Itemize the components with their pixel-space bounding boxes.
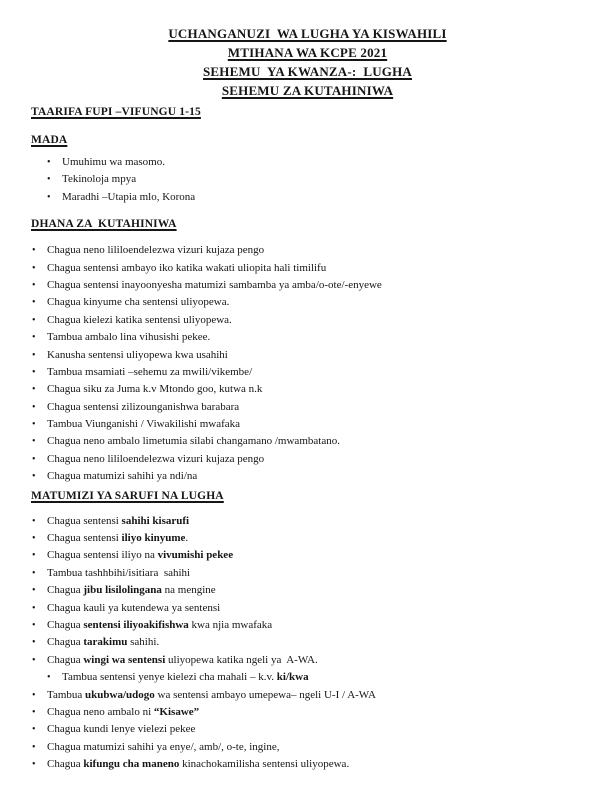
list-item (31, 741, 584, 758)
list-item (31, 567, 584, 584)
list-item-text: Chagua sentensi inayoonyesha matumizi sambamba ya amba/o-ote/-enyewe (47, 278, 382, 291)
list-item-text: Tambua msamiati –sehemu za mwili/vikembe/ (47, 365, 253, 378)
bullet-icon: • (32, 741, 36, 753)
list-item (31, 549, 584, 566)
list-item (31, 279, 584, 296)
list-item (31, 470, 584, 487)
list-item (31, 314, 584, 331)
bullet-icon: • (32, 533, 36, 545)
bullet-icon: • (32, 706, 36, 718)
list-item-text: Chagua wingi wa sentensi uliyopewa katika ngeli ya A-WA. (47, 653, 318, 666)
list-item (31, 401, 584, 418)
list-item-text: Kanusha sentensi uliyopewa kwa usahihi (47, 348, 228, 361)
list-item-text: Tambua tashhbihi/isitiara sahihi (47, 566, 191, 579)
sub-list-item (31, 671, 584, 688)
list-item (31, 262, 584, 279)
bullet-icon: • (32, 724, 36, 736)
list-item (31, 244, 584, 261)
list-item-text: Tambua ukubwa/udogo wa sentensi ambayo umepewa– ngeli U-I / A-WA (47, 688, 376, 701)
list-item (31, 453, 584, 470)
dhana-list (31, 244, 584, 487)
list-item (31, 602, 584, 619)
bullet-icon: • (47, 157, 51, 168)
list-item-text: Chagua neno lililoendelezwa vizuri kujaza pengo (47, 452, 265, 465)
bullet-icon: • (32, 262, 36, 274)
list-item (31, 156, 584, 173)
title-line-2: MTIHANA WA KCPE 2021 (227, 45, 388, 60)
list-item-text: Chagua tarakimu sahihi. (47, 636, 160, 649)
list-item (31, 758, 584, 775)
list-item (31, 296, 584, 313)
list-item (31, 515, 584, 532)
list-item-text: Chagua kauli ya kutendewa ya sentensi (47, 601, 221, 614)
bullet-icon: • (32, 471, 36, 483)
list-item (31, 636, 584, 653)
bullet-icon: • (32, 453, 36, 465)
bullet-icon: • (32, 689, 36, 701)
bullet-icon: • (32, 567, 36, 579)
mada-list (31, 156, 584, 208)
list-item-text: Chagua sentensi zilizounganishwa barabara (47, 400, 240, 413)
list-item-text: Tambua sentensi yenye kielezi cha mahali – k.v. ki/kwa (62, 671, 309, 684)
list-item-text: Chagua sentensi iliyo na vivumishi pekee (47, 549, 234, 562)
list-item-text: Chagua kundi lenye vielezi pekee (47, 723, 196, 736)
list-item-text: Chagua neno lililoendelezwa vizuri kujaza pengo (47, 244, 265, 257)
list-item (31, 689, 584, 706)
list-item-text: Chagua neno ambalo ni “Kisawe” (47, 705, 200, 718)
bullet-icon: • (32, 401, 36, 413)
list-item-text: Chagua matumizi sahihi ya enye/, amb/, o-te, ingine, (47, 740, 280, 753)
section-heading-dhana: DHANA ZA KUTAHINIWA (31, 218, 177, 231)
title-line-4: SEHEMU ZA KUTAHINIWA (221, 83, 394, 98)
list-item-text: Chagua sentensi iliyoakifishwa kwa njia mwafaka (47, 618, 273, 631)
list-item-text: Chagua kinyume cha sentensi uliyopewa. (47, 296, 230, 309)
list-item-text: Tekinoloja mpya (62, 173, 137, 186)
bullet-icon: • (32, 759, 36, 771)
bullet-icon: • (47, 191, 51, 203)
list-item-text: Tambua ambalo lina vihusishi pekee. (47, 331, 211, 344)
bullet-icon: • (32, 436, 36, 448)
bullet-icon: • (32, 297, 36, 309)
bullet-icon: • (32, 515, 36, 527)
bullet-icon: • (47, 672, 51, 684)
title-line-3: SEHEMU YA KWANZA-: LUGHA (202, 64, 412, 79)
title-line-1: UCHANGANUZI WA LUGHA YA KISWAHILI (168, 26, 447, 41)
list-item (31, 584, 584, 601)
list-item-text: Chagua neno ambalo limetumia silabi changamano /mwambatano. (47, 435, 340, 448)
list-item (31, 173, 584, 190)
list-item-text: Chagua siku za Juma k.v Mtondo goo, kutwa n.k (47, 383, 263, 396)
list-item (31, 706, 584, 723)
bullet-icon: • (32, 366, 36, 378)
bullet-icon: • (32, 332, 36, 344)
bullet-icon: • (32, 602, 36, 614)
list-item-text: Chagua jibu lisilolingana na mengine (47, 584, 216, 597)
section-heading-matumizi: MATUMIZI YA SARUFI NA LUGHA (31, 489, 224, 502)
list-item (31, 383, 584, 400)
bullet-icon: • (32, 245, 36, 257)
list-item (31, 331, 584, 348)
list-item-text: Umuhimu wa masomo. (62, 156, 165, 168)
bullet-icon: • (32, 349, 36, 361)
list-item (31, 349, 584, 366)
list-item-text: Chagua kielezi katika sentensi uliyopewa. (47, 313, 232, 326)
list-item (31, 619, 584, 636)
list-item (31, 532, 584, 549)
list-item-text: Maradhi –Utapia mlo, Korona (62, 190, 196, 203)
list-item-text: Chagua sentensi iliyo kinyume. (47, 532, 189, 545)
list-item (31, 654, 584, 671)
bullet-icon: • (32, 314, 36, 326)
section-heading-taarifa: TAARIFA FUPI –VIFUNGU 1-15 (31, 106, 201, 118)
list-item-text: Tambua Viunganishi / Viwakilishi mwafaka (47, 418, 241, 431)
bullet-icon: • (32, 585, 36, 597)
list-item (31, 435, 584, 452)
list-item-text: Chagua matumizi sahihi ya ndi/na (47, 470, 198, 483)
list-item (31, 723, 584, 740)
bullet-icon: • (32, 637, 36, 649)
bullet-icon: • (32, 654, 36, 666)
matumizi-list (31, 515, 584, 776)
list-item-text: Chagua kifungu cha maneno kinachokamilisha sentensi uliyopewa. (47, 758, 350, 771)
document-title (31, 24, 584, 100)
list-item (31, 366, 584, 383)
bullet-icon: • (32, 619, 36, 631)
list-item-text: Chagua sentensi sahihi kisarufi (47, 514, 190, 527)
bullet-icon: • (32, 550, 36, 562)
list-item (31, 418, 584, 435)
list-item-text: Chagua sentensi ambayo iko katika wakati uliopita hali timilifu (47, 261, 327, 274)
bullet-icon: • (32, 279, 36, 291)
bullet-icon: • (47, 174, 51, 186)
bullet-icon: • (32, 384, 36, 396)
section-heading-mada: MADA (31, 134, 68, 146)
list-item (31, 191, 584, 208)
bullet-icon: • (32, 419, 36, 431)
